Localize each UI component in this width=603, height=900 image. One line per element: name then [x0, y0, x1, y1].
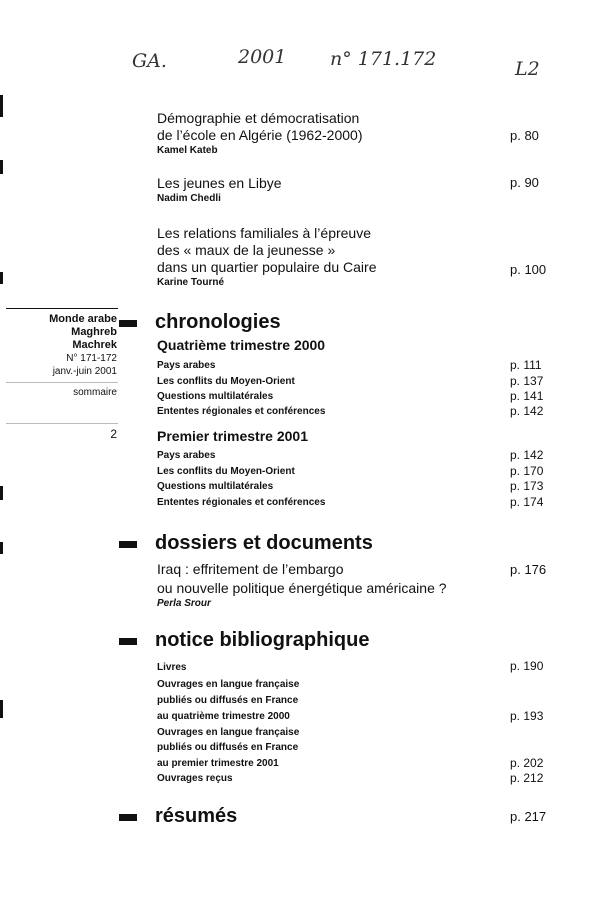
chronology-item-page: p. 174: [510, 495, 544, 509]
notice-item: publiés ou diffusés en France: [157, 742, 299, 753]
sidebar-label: sommaire: [73, 387, 117, 398]
handwritten-note-b: 2001: [238, 46, 287, 68]
notice-item-page: p. 202: [510, 756, 544, 770]
chronology-item: Ententes régionales et conférences: [157, 406, 326, 417]
margin-mark: [0, 542, 3, 554]
section-bullet: [119, 320, 137, 327]
section-bullet: [119, 638, 137, 645]
article-2: [157, 175, 282, 205]
issue-number: N° 171-172: [66, 353, 117, 364]
chronology-item: Les conflits du Moyen-Orient: [157, 376, 295, 387]
article-page: p. 90: [510, 175, 539, 190]
dossier-title-line: ou nouvelle politique énergétique américaine ?: [157, 580, 447, 596]
dossier-entry: [157, 560, 447, 610]
notice-item-page: p. 212: [510, 771, 544, 785]
dossier-title-line: Iraq : effritement de l’embargo: [157, 561, 344, 577]
journal-title-line-2: Maghreb: [71, 326, 117, 338]
article-author: Karine Tourné: [157, 277, 225, 288]
article-page: p. 80: [510, 128, 539, 143]
chronology-item-page: p. 137: [510, 374, 544, 388]
sidebar-rule: [6, 423, 118, 424]
handwritten-note-d: L2: [515, 58, 540, 80]
notice-item-page: p. 190: [510, 659, 544, 673]
chronology-group-title: Premier trimestre 2001: [157, 428, 308, 444]
chronology-group-title: Quatrième trimestre 2000: [157, 337, 326, 353]
margin-mark: [0, 486, 3, 500]
chronology-item: Pays arabes: [157, 360, 216, 371]
chronology-item: Les conflits du Moyen-Orient: [157, 466, 295, 477]
article-title-line: de l’école en Algérie (1962-2000): [157, 127, 363, 143]
article-3: [157, 225, 376, 289]
section-title-dossiers: dossiers et documents: [155, 532, 373, 554]
chronology-item-page: p. 142: [510, 404, 544, 418]
article-title-line: des « maux de la jeunesse »: [157, 242, 336, 258]
notice-item: Ouvrages en langue française: [157, 727, 300, 738]
notice-item: publiés ou diffusés en France: [157, 695, 299, 706]
page-number: 2: [110, 427, 117, 441]
chronology-item-page: p. 111: [510, 358, 542, 372]
chronology-item: Pays arabes: [157, 450, 216, 461]
article-page: p. 100: [510, 262, 547, 277]
handwritten-note-a: GA.: [132, 50, 167, 72]
margin-mark: [0, 272, 3, 284]
sidebar-top-rule: [6, 308, 118, 309]
chronology-item-page: p. 142: [510, 448, 544, 462]
handwritten-note-c: n° 171.172: [330, 48, 437, 70]
notice-item: Ouvrages en langue française: [157, 679, 300, 690]
article-title-line: Les relations familiales à l’épreuve: [157, 225, 371, 241]
section-bullet: [119, 814, 137, 821]
article-title-line: Les jeunes en Libye: [157, 175, 282, 191]
journal-title-line-1: Monde arabe: [49, 313, 117, 325]
issue-date: janv.-juin 2001: [52, 366, 117, 377]
chronology-item-page: p. 141: [510, 389, 544, 403]
notice-item: au premier trimestre 2001: [157, 758, 279, 769]
margin-mark: [0, 95, 3, 117]
section-title-chronologies: chronologies: [155, 311, 281, 333]
resumes-page: p. 217: [510, 809, 547, 824]
notice-item: Ouvrages reçus: [157, 773, 233, 784]
article-author: Nadim Chedli: [157, 193, 221, 204]
margin-mark: [0, 700, 3, 718]
dossier-author: Perla Srour: [157, 598, 211, 609]
notice-item-page: p. 193: [510, 709, 544, 723]
margin-mark: [0, 160, 3, 174]
dossier-page: p. 176: [510, 562, 547, 577]
notice-item: au quatrième trimestre 2000: [157, 711, 290, 722]
article-title-line: Démographie et démocratisation: [157, 110, 360, 126]
sidebar-rule: [6, 382, 118, 383]
article-title-line: dans un quartier populaire du Caire: [157, 259, 377, 275]
chronology-item: Ententes régionales et conférences: [157, 497, 326, 508]
notice-item: Livres: [157, 662, 187, 673]
section-title-resumes: résumés: [155, 805, 238, 827]
chronology-item-page: p. 173: [510, 479, 544, 493]
chronology-item-page: p. 170: [510, 464, 544, 478]
section-bullet: [119, 541, 137, 548]
chronology-item: Questions multilatérales: [157, 391, 274, 402]
journal-title-line-3: Machrek: [72, 339, 117, 351]
article-author: Kamel Kateb: [157, 145, 218, 156]
article-1: [157, 110, 362, 157]
chronology-item: Questions multilatérales: [157, 481, 274, 492]
section-title-notice: notice bibliographique: [155, 629, 370, 651]
